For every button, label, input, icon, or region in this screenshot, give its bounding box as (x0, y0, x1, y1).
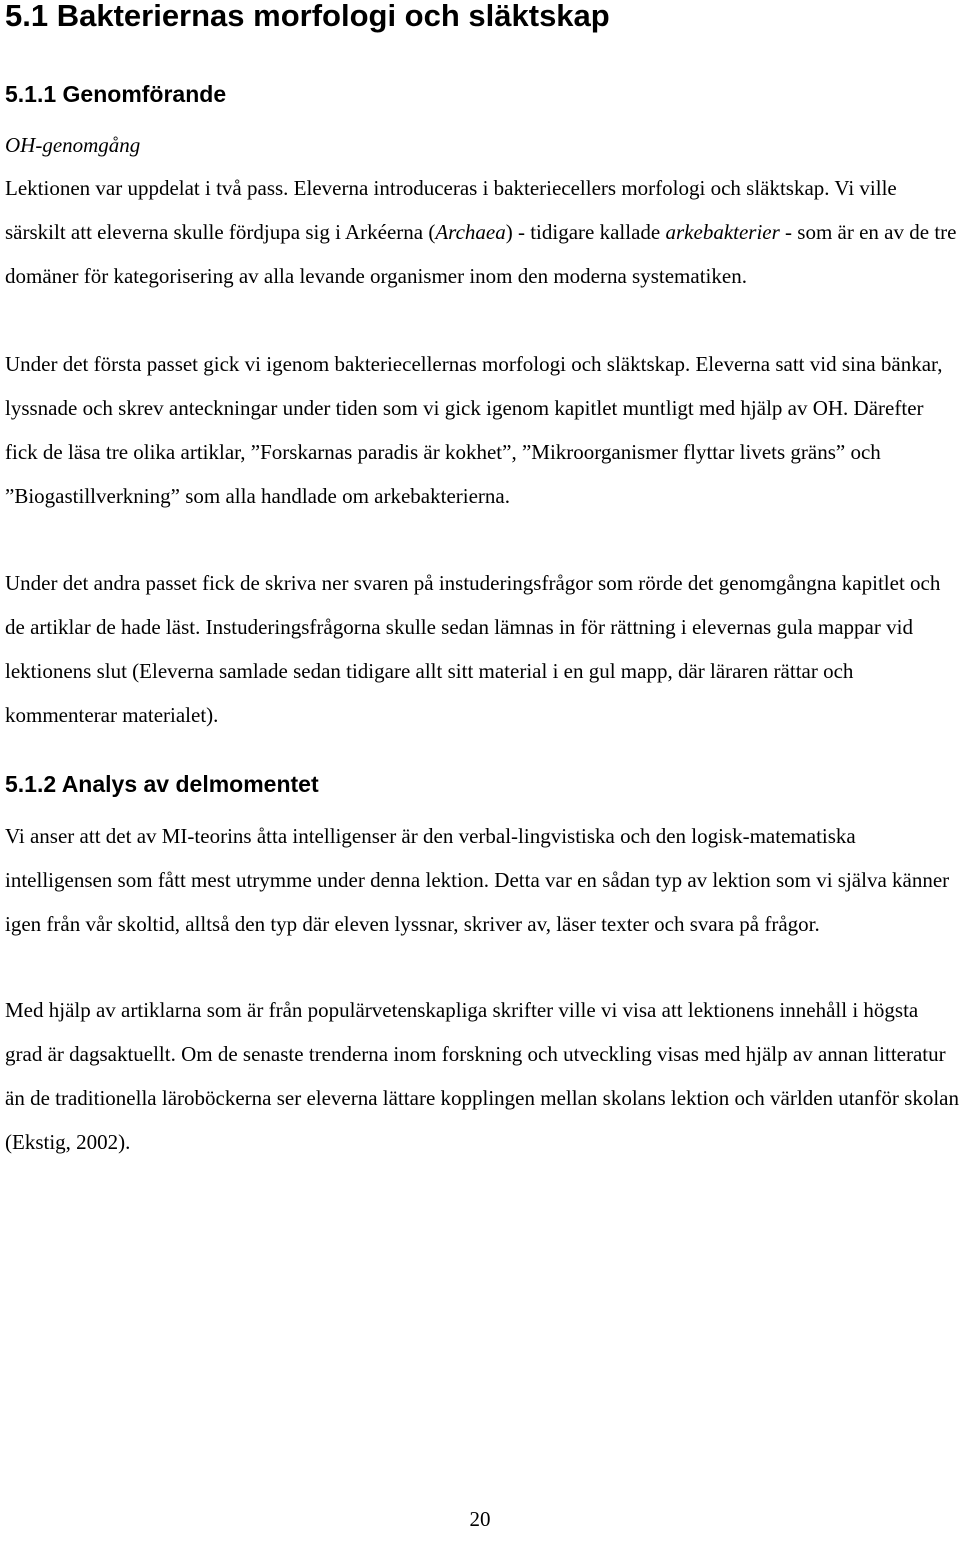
paragraph-mi-teorin: Vi anser att det av MI-teorins åtta intelligenser är den verbal-lingvistiska och den logisk-matematiska intelligensen som fått mest utrymme under denna lektion. Detta var en sådan typ av lektion som vi själva känner igen från vår skoltid, alltså den typ där eleven lyssnar, skriver av, läser texter och svara på frågor. (5, 824, 950, 936)
paragraph-forsta-passet: Under det första passet gick vi igenom bakteriecellernas morfologi och släktskap. Eleverna satt vid sina bänkar, lyssnade och skrev anteckningar under tiden som vi gick igenom kapitlet muntligt med hjälp av OH. Därefter fick de läsa tre olika artiklar, ”Forskarnas paradis är kokhet”, ”Mikroorganismer flyttar livets gräns” och ”Biogastillverkning” som alla handlade om arkebakterierna. (5, 352, 943, 508)
subsection-heading-analys: 5.1.2 Analys av delmomentet (5, 771, 319, 797)
italic-term-arkebakterier: arkebakterier (665, 220, 780, 244)
paragraph-text: Lektionen var uppdelat i två pass. Eleverna introduceras i bakteriecellers morfologi och släktskap. Vi ville särskilt att eleverna skulle fördjupa sig i Arkéerna ( (5, 176, 897, 244)
paragraph-lektionen (5, 166, 960, 298)
paragraph-text: ) - tidigare kallade (505, 220, 666, 244)
subheading-oh-genomgang: OH-genomgång (5, 133, 141, 157)
italic-term-archaea: Archaea (435, 220, 506, 244)
page-number: 20 (469, 1507, 491, 1531)
paragraph-artiklarna: Med hjälp av artiklarna som är från populärvetenskapliga skrifter ville vi visa att lektionens innehåll i högsta grad är dagsaktuellt. Om de senaste trenderna inom forskning och utveckling visas med hjälp av annan litteratur än de traditionella läroböckerna ser eleverna lättare kopplingen mellan skolans lektion och världen utanför skolan (Ekstig, 2002). (5, 998, 959, 1154)
subsection-heading-genomforande: 5.1.1 Genomförande (5, 81, 227, 107)
paragraph-andra-passet: Under det andra passet fick de skriva ner svaren på instuderingsfrågor som rörde det genomgångna kapitlet och de artiklar de hade läst. Instuderingsfrågorna skulle sedan lämnas in för rättning i elevernas gula mappar vid lektionens slut (Eleverna samlade sedan tidigare allt sitt material i en gul mapp, där läraren rättar och kommenterar materialet). (5, 571, 941, 727)
paragraph-text: - som är en av de tre domäner för kategorisering av alla levande organismer inom den moderna systematiken. (5, 220, 957, 288)
section-heading: 5.1 Bakteriernas morfologi och släktskap (5, 0, 610, 33)
